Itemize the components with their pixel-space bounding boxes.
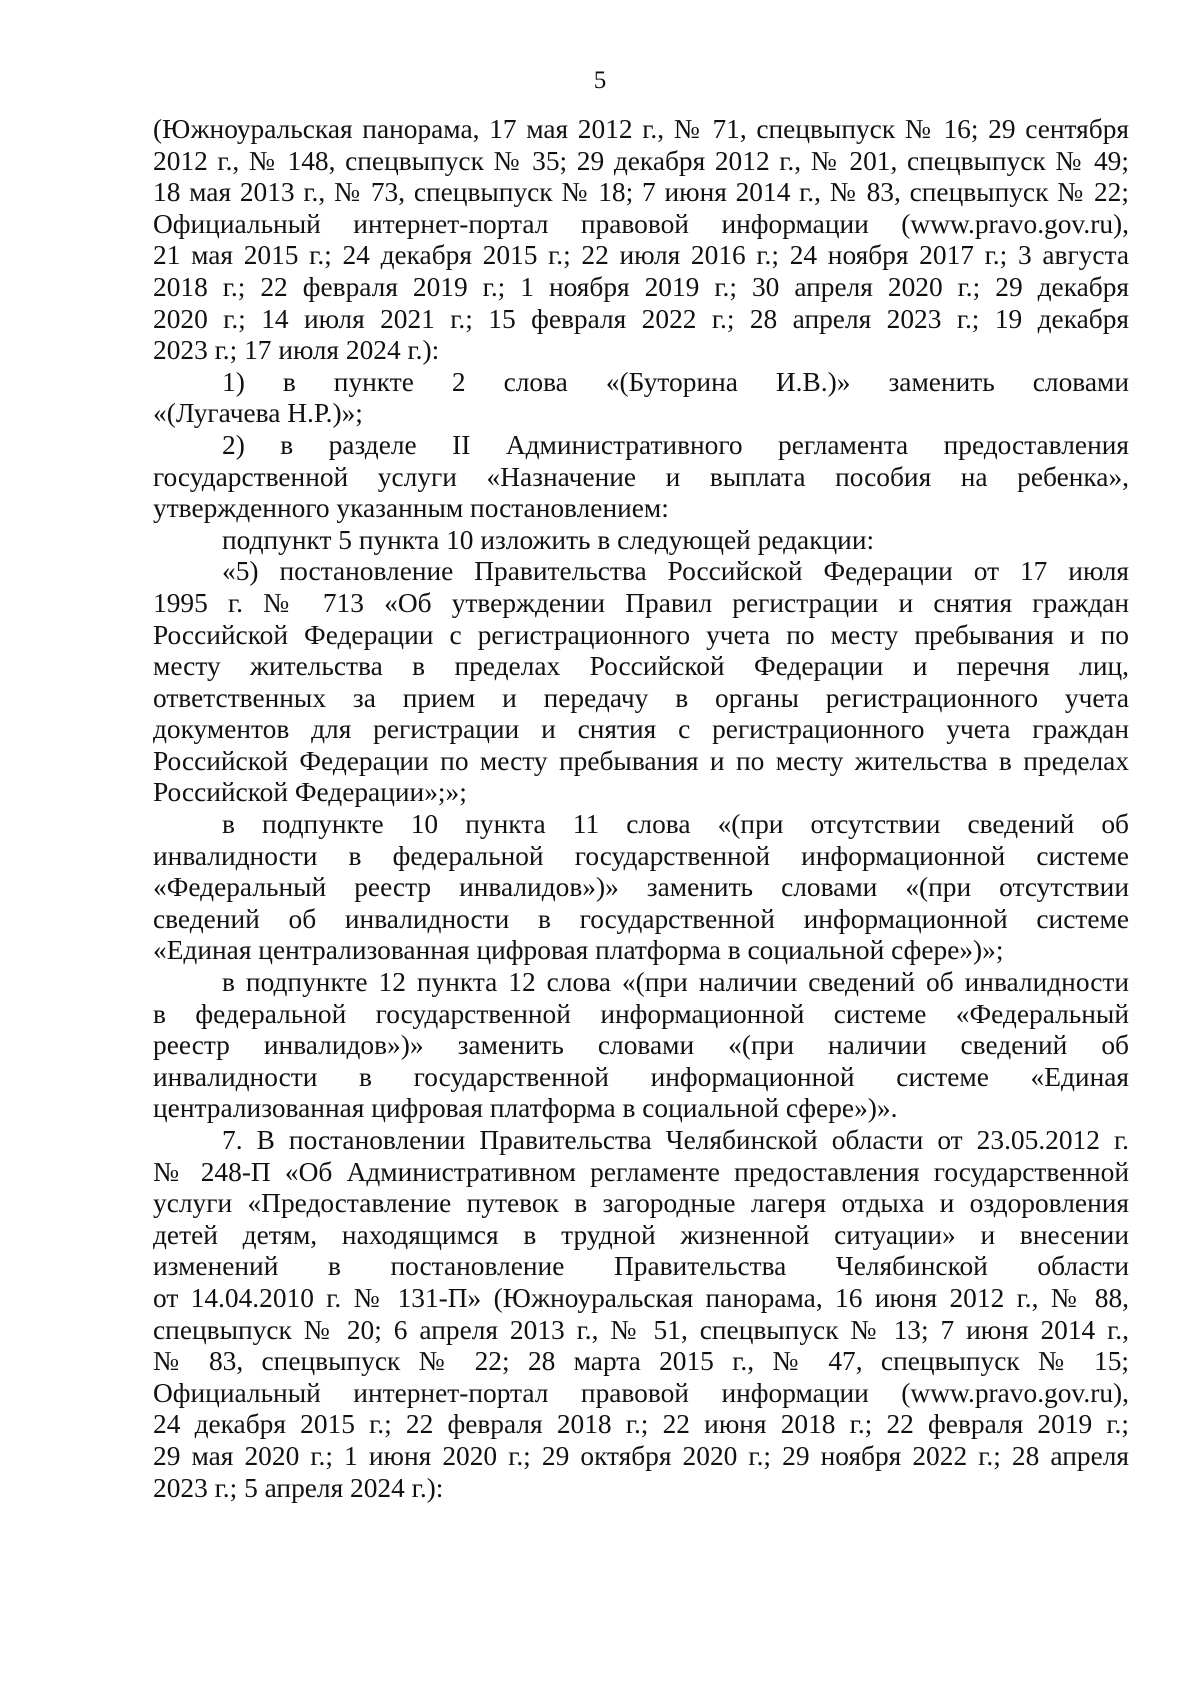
text-line: Российской Федерации»;»;: [153, 777, 467, 808]
text-line: инвалидности в федеральной государственной информационной системе: [153, 840, 1129, 871]
text-line: инвалидности в государственной информационной системе «Единая: [153, 1061, 1129, 1092]
page-number: 5: [593, 67, 607, 94]
text-line: в федеральной государственной информационной системе «Федеральный: [153, 998, 1129, 1029]
text-line: 2) в разделе II Административного регламента предоставления: [222, 429, 1129, 460]
paragraph-item-7: [153, 1125, 1129, 1504]
text-line: 7. В постановлении Правительства Челябинской области от 23.05.2012 г.: [222, 1125, 1129, 1155]
text-line: 2018 г.; 22 февраля 2019 г.; 1 ноября 2019 г.; 30 апреля 2020 г.; 29 декабря: [153, 271, 1129, 302]
text-line: месту жительства в пределах Российской Федерации и перечня лиц,: [153, 651, 1129, 682]
text-line: 24 декабря 2015 г.; 22 февраля 2018 г.; 22 июня 2018 г.; 22 февраля 2019 г.;: [153, 1409, 1129, 1440]
paragraph-intro-references: [153, 114, 1129, 367]
text-line: 18 мая 2013 г., № 73, спецвыпуск № 18; 7 июня 2014 г., № 83, спецвыпуск № 22;: [153, 177, 1129, 208]
text-line: Российской Федерации с регистрационного учета по месту пребывания и по: [153, 619, 1129, 650]
text-line: Официальный интернет-портал правовой информации (www.pravo.gov.ru),: [153, 1377, 1129, 1408]
text-line: изменений в постановление Правительства Челябинской области: [153, 1251, 1129, 1282]
text-line: 1995 г. № 713 «Об утверждении Правил регистрации и снятия граждан: [153, 587, 1129, 618]
text-line: документов для регистрации и снятия с регистрационного учета граждан: [153, 714, 1129, 745]
text-line: утвержденного указанным постановлением:: [153, 493, 669, 524]
text-line: реестр инвалидов»)» заменить словами «(при наличии сведений об: [153, 1030, 1129, 1061]
text-line: услуги «Предоставление путевок в загородные лагеря отдыха и оздоровления: [153, 1188, 1129, 1219]
text-line: 2012 г., № 148, спецвыпуск № 35; 29 декабря 2012 г., № 201, спецвыпуск № 49;: [153, 145, 1129, 176]
text-line: от 14.04.2010 г. № 131-П» (Южноуральская панорама, 16 июня 2012 г., № 88,: [153, 1282, 1129, 1313]
paragraph-item-2: [153, 430, 1129, 525]
text-line: в подпункте 12 пункта 12 слова «(при наличии сведений об инвалидности: [222, 967, 1129, 998]
text-line: централизованная цифровая платформа в социальной сфере»)».: [153, 1093, 898, 1124]
paragraph-quote-5: [153, 556, 1129, 809]
document-body: [153, 114, 1129, 1504]
text-line: «(Лугачева Н.Р.)»;: [153, 398, 363, 429]
text-line: (Южноуральская панорама, 17 мая 2012 г., № 71, спецвыпуск № 16; 29 сентября: [153, 114, 1129, 144]
text-line: спецвыпуск № 20; 6 апреля 2013 г., № 51, спецвыпуск № 13; 7 июня 2014 г.,: [153, 1314, 1129, 1345]
text-line: Российской Федерации по месту пребывания и по месту жительства в пределах: [153, 745, 1129, 776]
paragraph-subitem-12-point-12: [153, 967, 1129, 1125]
text-line: государственной услуги «Назначение и выплата пособия на ребенка»,: [153, 461, 1129, 492]
text-line: подпункт 5 пункта 10 изложить в следующей редакции:: [222, 524, 875, 555]
text-line: «5) постановление Правительства Российской Федерации от 17 июля: [222, 556, 1129, 587]
text-line: Официальный интернет-портал правовой информации (www.pravo.gov.ru),: [153, 208, 1129, 239]
text-line: 2023 г.; 17 июля 2024 г.):: [153, 335, 440, 366]
paragraph-item-1: [153, 367, 1129, 430]
text-line: «Единая централизованная цифровая платформа в социальной сфере»)»;: [153, 935, 1004, 966]
text-line: «Федеральный реестр инвалидов»)» заменить словами «(при отсутствии: [153, 872, 1129, 903]
paragraph-subitem-10-point-11: [153, 809, 1129, 967]
text-line: ответственных за прием и передачу в органы регистрационного учета: [153, 682, 1129, 713]
text-line: 29 мая 2020 г.; 1 июня 2020 г.; 29 октября 2020 г.; 29 ноября 2022 г.; 28 апреля: [153, 1440, 1129, 1471]
text-line: детей детям, находящимся в трудной жизненной ситуации» и внесении: [153, 1219, 1129, 1250]
text-line: № 248-П «Об Административном регламенте предоставления государственной: [153, 1156, 1129, 1187]
text-line: № 83, спецвыпуск № 22; 28 марта 2015 г., № 47, спецвыпуск № 15;: [153, 1346, 1129, 1377]
text-line: сведений об инвалидности в государственной информационной системе: [153, 903, 1129, 934]
text-line: 21 мая 2015 г.; 24 декабря 2015 г.; 22 июля 2016 г.; 24 ноября 2017 г.; 3 августа: [153, 240, 1129, 271]
text-line: 2020 г.; 14 июля 2021 г.; 15 февраля 2022 г.; 28 апреля 2023 г.; 19 декабря: [153, 303, 1129, 334]
text-line: 1) в пункте 2 слова «(Буторина И.В.)» заменить словами: [222, 366, 1129, 397]
text-line: 2023 г.; 5 апреля 2024 г.):: [153, 1472, 444, 1503]
paragraph-subitem-5-point-10: [153, 525, 1129, 557]
text-line: в подпункте 10 пункта 11 слова «(при отсутствии сведений об: [222, 809, 1129, 840]
